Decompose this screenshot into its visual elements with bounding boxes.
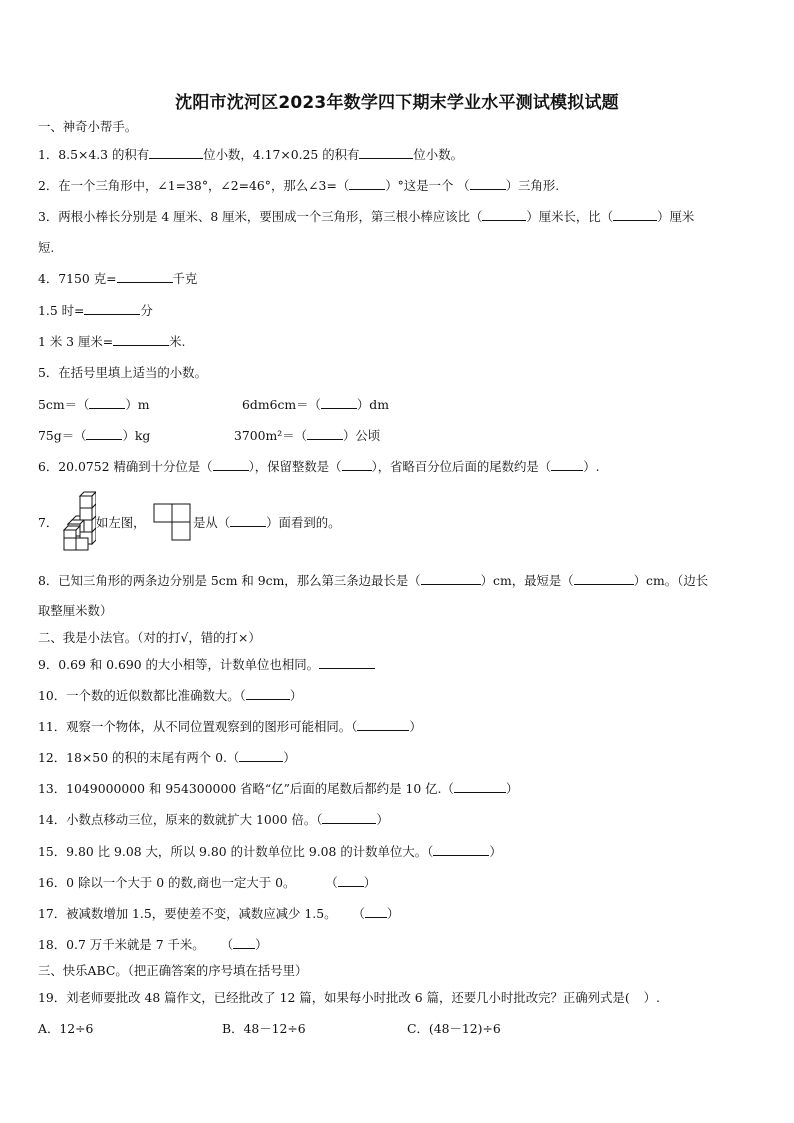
- answer-blank[interactable]: [365, 905, 387, 918]
- question-10: 10．一个数的近似数都比准确数大。（ ）: [38, 688, 303, 703]
- option-a[interactable]: A．12÷6: [38, 1021, 94, 1036]
- answer-blank[interactable]: [117, 270, 173, 283]
- section-2-heading: 二、我是小法官。（对的打√，错的打×）: [38, 630, 261, 645]
- question-7-text-b: 是从（ ）面看到的。: [193, 515, 341, 530]
- question-11: 11．观察一个物体，从不同位置观察到的图形可能相同。（ ）: [38, 719, 422, 734]
- cube-stack-figure: [56, 490, 96, 552]
- answer-blank[interactable]: [246, 687, 290, 700]
- question-12: 12．18×50 的积的末尾有两个 0.（ ）: [38, 750, 296, 765]
- option-c[interactable]: C．(48－12)÷6: [407, 1021, 501, 1036]
- answer-blank[interactable]: [86, 427, 122, 440]
- question-4b: 1.5 时= 分: [38, 303, 153, 318]
- answer-blank[interactable]: [454, 780, 506, 793]
- answer-blank[interactable]: [321, 396, 357, 409]
- question-2: 2．在一个三角形中，∠1=38°，∠2=46°，那么∠3=（ ）°这是一个 （ ）三角形.: [38, 178, 560, 193]
- question-15: 15．9.80 比 9.08 大，所以 9.80 的计数单位比 9.08 的计数单位大。（ ）: [38, 844, 502, 859]
- question-13: 13．1049000000 和 954300000 省略“亿”后面的尾数后都约是 10 亿.（ ）: [38, 781, 519, 796]
- section-3-heading: 三、快乐ABC。（把正确答案的序号填在括号里）: [38, 963, 308, 978]
- answer-blank[interactable]: [470, 177, 506, 190]
- question-4a: 4．7150 克= 千克: [38, 271, 198, 286]
- answer-blank[interactable]: [349, 177, 385, 190]
- answer-blank[interactable]: [338, 874, 364, 887]
- question-9: 9．0.69 和 0.690 的大小相等，计数单位也相同。: [38, 656, 375, 674]
- answer-blank[interactable]: [322, 811, 376, 824]
- answer-blank[interactable]: [113, 333, 169, 346]
- question-7-text-a: 如左图，: [96, 515, 146, 530]
- question-7-label: 7．: [38, 515, 59, 530]
- answer-blank[interactable]: [307, 427, 343, 440]
- question-5-row1a: 5cm＝（ ）m: [38, 397, 150, 412]
- section-1-heading: 一、神奇小帮手。: [38, 119, 138, 134]
- answer-blank[interactable]: [433, 843, 489, 856]
- question-5-row1b: 6dm6cm＝（ ）dm: [242, 397, 389, 412]
- question-3: 3．两根小棒长分别是 4 厘米、8 厘米，要围成一个三角形，第三根小棒应该比（ ）厘米长，比（ ）厘米: [38, 209, 695, 224]
- question-8-cont: 取整厘米数）: [38, 603, 113, 618]
- answer-blank[interactable]: [213, 458, 249, 471]
- answer-blank[interactable]: [239, 749, 283, 762]
- answer-blank[interactable]: [149, 146, 203, 159]
- answer-blank[interactable]: [230, 514, 266, 527]
- question-5-row2b: 3700m²＝（ ）公顷: [234, 428, 381, 443]
- answer-blank[interactable]: [233, 936, 255, 949]
- page-title: 沈阳市沈河区2023年数学四下期末学业水平测试模拟试题: [175, 93, 619, 113]
- answer-blank[interactable]: [319, 656, 375, 669]
- option-b[interactable]: B．48－12÷6: [222, 1021, 306, 1036]
- question-19: 19．刘老师要批改 48 篇作文，已经批改了 12 篇，如果每小时批改 6 篇，还要几小时批改完？正确列式是( ）.: [38, 990, 661, 1005]
- answer-blank[interactable]: [574, 572, 634, 585]
- question-18: 18．0.7 万千米就是 7 千米。 （ ）: [38, 937, 268, 952]
- answer-blank[interactable]: [357, 718, 409, 731]
- answer-blank[interactable]: [89, 396, 125, 409]
- question-5: 5．在括号里填上适当的小数。: [38, 365, 207, 380]
- answer-blank[interactable]: [482, 208, 526, 221]
- question-16: 16．0 除以一个大于 0 的数,商也一定大于 0。 （ ）: [38, 875, 377, 890]
- answer-blank[interactable]: [359, 146, 413, 159]
- question-17: 17．被减数增加 1.5，要使差不变，减数应减少 1.5。 （ ）: [38, 906, 400, 921]
- question-14: 14．小数点移动三位，原来的数就扩大 1000 倍。（ ）: [38, 812, 389, 827]
- view-shape-figure: [152, 502, 192, 542]
- question-6: 6．20.0752 精确到十分位是（ ），保留整数是（ ），省略百分位后面的尾数约是（ ）.: [38, 459, 600, 474]
- question-4c: 1 米 3 厘米= 米.: [38, 334, 186, 349]
- answer-blank[interactable]: [342, 458, 372, 471]
- question-5-row2a: 75g＝（ ）kg: [38, 428, 151, 443]
- question-8: 8．已知三角形的两条边分别是 5cm 和 9cm，那么第三条边最长是（ ）cm，最短是（ ）cm。（边长: [38, 573, 709, 588]
- question-3-cont: 短.: [38, 240, 55, 255]
- question-1: 1．8.5×4.3 的积有 位小数，4.17×0.25 的积有 位小数。: [38, 147, 463, 162]
- answer-blank[interactable]: [551, 458, 583, 471]
- answer-blank[interactable]: [84, 302, 140, 315]
- answer-blank[interactable]: [613, 208, 657, 221]
- answer-blank[interactable]: [421, 572, 481, 585]
